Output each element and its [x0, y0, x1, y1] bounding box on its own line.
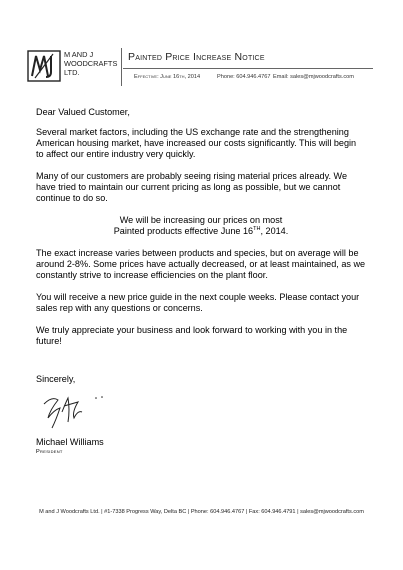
effective-date: Effective: June 16th, 2014 — [134, 74, 201, 80]
company-name-line: M AND J — [64, 50, 94, 59]
company-logo-icon — [27, 50, 61, 82]
signer-name: Michael Williams — [36, 437, 104, 447]
signature-icon — [38, 388, 118, 432]
company-name — [64, 50, 117, 77]
paragraph: The exact increase varies between products and species, but on average will be around 2-8%. Some prices have actually decreased, or at least maintained, as we constantly strive to increase efficiencies on the plant floor. — [36, 248, 366, 280]
announcement-line-2: Painted products effective June 16 — [113, 226, 254, 236]
header-phone: Phone: 604.946.4767 — [217, 74, 271, 80]
company-name-line: LTD. — [64, 68, 80, 77]
header-divider-horizontal — [123, 68, 373, 69]
paragraph: Many of our customers are probably seeing rising material prices already. We have tried to maintain our current pricing as long as possible, but we cannot continue to do so. — [36, 171, 348, 203]
notice-title-text: Painted Price Increase Notice — [128, 51, 265, 63]
notice-title — [128, 51, 265, 63]
announcement-line-1: We will be increasing our prices on most — [119, 215, 283, 225]
letter-body — [36, 107, 366, 358]
footer-contact: M and J Woodcrafts Ltd. | #1-7338 Progress Way, Delta BC | Phone: 604.946.4767 | Fax: 604.946.4791 | sales@mjwoodcrafts.com — [39, 509, 364, 515]
company-name-line: WOODCRAFTS — [64, 59, 118, 68]
header-email: Email: sales@mjwoodcrafts.com — [273, 74, 354, 80]
closing: Sincerely, — [36, 374, 76, 384]
paragraph: Several market factors, including the US exchange rate and the strengthening American housing market, have increased our costs significantly. This will begin to affect our entire industry very quickly. — [36, 127, 357, 159]
paragraph: You will receive a new price guide in the next couple weeks. Please contact your sales rep with any questions or concerns. — [36, 292, 360, 313]
greeting: Dear Valued Customer, — [36, 107, 130, 117]
signer-title: President — [36, 449, 63, 455]
announcement-year: , 2014. — [260, 226, 289, 236]
date-suffix: TH — [253, 225, 261, 232]
price-announcement — [36, 215, 366, 237]
header-info-row — [134, 74, 354, 80]
paragraph: We truly appreciate your business and look forward to working with you in the future! — [36, 325, 348, 346]
header-divider-vertical — [121, 48, 122, 86]
